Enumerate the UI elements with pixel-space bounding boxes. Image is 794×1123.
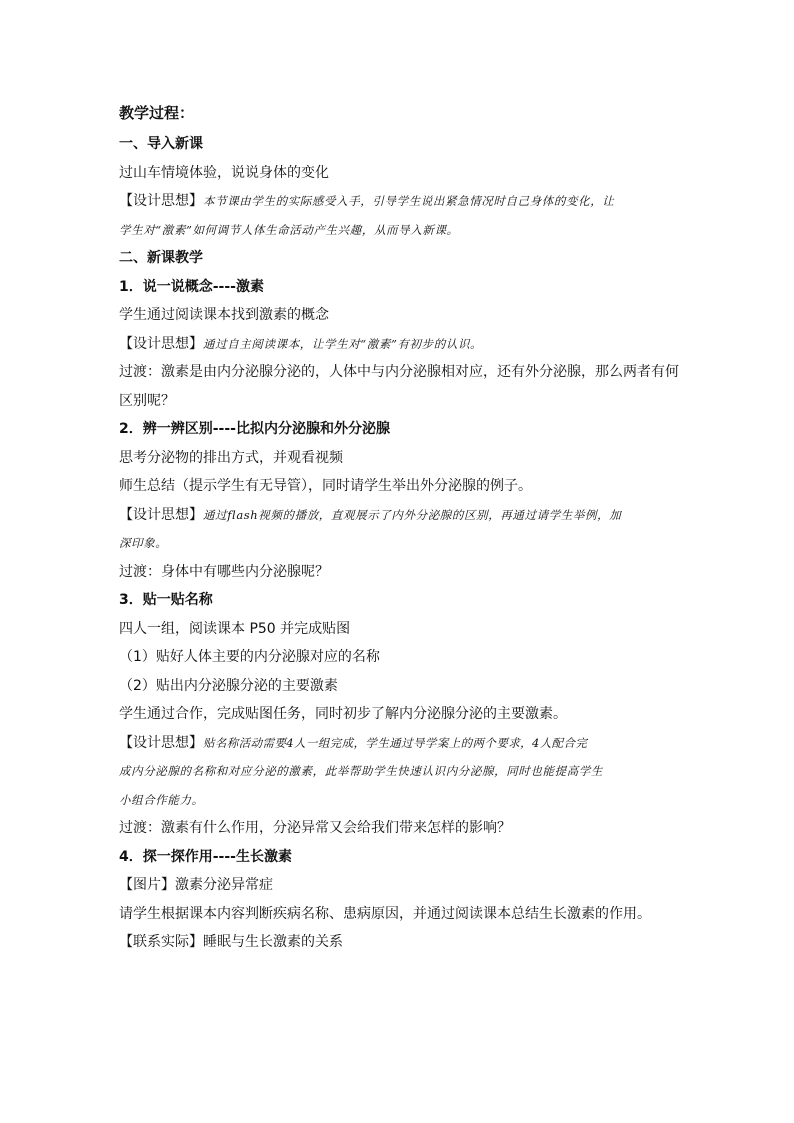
design-note-continuation: 小组合作能力。 <box>119 792 204 807</box>
part4-picture: 【图片】激素分泌异常症 <box>119 877 273 893</box>
part2-transition: 过渡：身体中有哪些内分泌腺呢？ <box>119 563 329 580</box>
part3-heading: 3．贴一贴名称 <box>119 592 213 608</box>
design-note-part1 <box>119 330 679 359</box>
part1-transition: 过渡：激素是由内分泌腺分泌的，人体中与内分泌腺相对应，还有外分泌腺，那么两者有何 <box>119 364 679 380</box>
part3-text2: 学生通过合作，完成贴图任务，同时初步了解内分泌腺分泌的主要激素。 <box>119 706 567 722</box>
part2-text1: 思考分泌物的排出方式，并观看视频 <box>119 449 343 466</box>
part4-practice: 【联系实际】睡眠与生长激素的关系 <box>119 934 343 950</box>
design-note-text: 本节课由学生的实际感受入手，引导学生说出紧急情况时自己身体的变化，让 <box>203 194 615 208</box>
design-note-continuation: 深印象。 <box>119 536 168 550</box>
design-label: 【设计思想】 <box>119 193 203 209</box>
design-label: 【设计思想】 <box>119 506 203 523</box>
part2-text2: 师生总结（提示学生有无导管），同时请学生举出外分泌腺的例子。 <box>119 478 532 494</box>
design-label: 【设计思想】 <box>119 335 203 352</box>
design-note-part3 <box>119 729 679 758</box>
design-note-part2 <box>119 501 679 530</box>
design-note-text: 通过flash视频的播放，直观展示了内外分泌腺的区别，再通过请学生举例，加 <box>203 507 622 522</box>
part3-item2: （2）贴出内分泌腺分泌的主要激素 <box>119 677 338 694</box>
part2-heading: 2．辨一辨区别----比拟内分泌腺和外分泌腺 <box>119 421 390 437</box>
part4-text: 请学生根据课本内容判断疾病名称、患病原因，并通过阅读课本总结生长激素的作用。 <box>119 905 651 922</box>
design-note-continuation: 学生对“激素”如何调节人体生命活动产生兴趣，从而导入新课。 <box>119 222 459 237</box>
design-label: 【设计思想】 <box>119 734 203 751</box>
document-content <box>119 98 679 957</box>
design-note-continuation: 成内分泌腺的名称和对应分泌的激素，此举帮助学生快速认识内分泌腺，同时也能提高学生 <box>119 764 603 778</box>
part1-heading: 1．说一说概念----激素 <box>119 278 264 295</box>
design-note-text: 通过自主阅读课本，让学生对“激素”有初步的认识。 <box>203 336 483 351</box>
section-heading-new-lesson: 二、新课教学 <box>119 250 203 266</box>
page-title: 教学过程： <box>119 104 195 122</box>
part3-item1: （1）贴好人体主要的内分泌腺对应的名称 <box>119 649 380 665</box>
part4-heading: 4．探一探作用----生长激素 <box>119 848 292 865</box>
design-note-text: 贴名称活动需要4人一组完成，学生通过导学案上的两个要求，4人配合完 <box>203 735 588 750</box>
part1-transition-continuation: 区别呢？ <box>119 392 175 409</box>
part1-text: 学生通过阅读课本找到激素的概念 <box>119 307 329 323</box>
intro-text: 过山车情境体验，说说身体的变化 <box>119 164 329 181</box>
part3-text1: 四人一组，阅读课本 P50 并完成贴图 <box>119 620 351 637</box>
part3-transition: 过渡：激素有什么作用，分泌异常又会给我们带来怎样的影响？ <box>119 820 511 836</box>
design-note-intro <box>119 187 679 216</box>
section-heading-intro: 一、导入新课 <box>119 136 203 152</box>
